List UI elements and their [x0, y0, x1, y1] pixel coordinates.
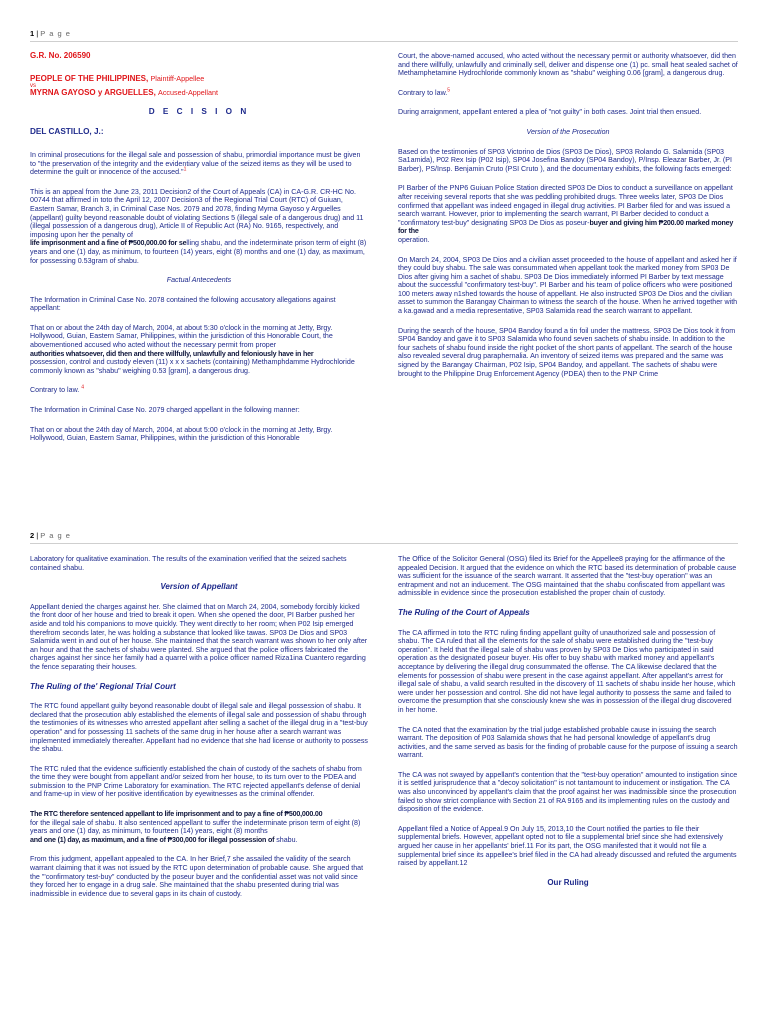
quoted-information: Court, the above-named accused, who acted without the necessary permit or authority whatsoever, did then and there willfully, unlawfully and criminally sell, deliver and dispense one (1) pc. small heat sealed sachet of Methamphetamine Hydrochloride commonly known as "shabu" weighing 0.06 [gram], a dangerous drug.: [398, 52, 738, 78]
emphasized-text: buyer and giving him ₱200.00 marked money for the: [398, 218, 734, 236]
paragraph: From this judgment, appellant appealed to the CA. In her Brief,7 she assailed the validity of the search warrant claiming that it was not issued by the RTC upon determination of probable cause. She argued that the "'confirmatory test-buy" conducted by the poseur buyer and the confidential asset was not valid since they forced her to engage in a drug sale. She maintained that the shabu presented during trial was inadmissible in evidence due to several gaps in its chain of custody.: [30, 855, 364, 898]
document-page-2: [0, 530, 768, 1024]
page-header: [30, 532, 738, 544]
section-heading: The Ruling of the' Regional Trial Court: [30, 681, 176, 691]
paragraph: [30, 151, 368, 177]
section-heading: Version of Appellant: [160, 582, 238, 592]
appellant-name: MYRNA GAYOSO y ARGUELLES,: [30, 88, 159, 98]
appellant-role: Accused-Appellant: [158, 88, 218, 98]
left-column: [30, 52, 368, 454]
paragraph-text: lling shabu, and the indeterminate prison term of eight (8) years and one (1) day, as minimum, to fourteen (14) years, eight (8) months and one (1) day, as maximum, for possessing 0.53gram of shabu.: [30, 239, 367, 265]
case-number: G.R. No. 206590: [30, 51, 91, 60]
paragraph: Appellant denied the charges against her. She claimed that on March 24, 2004, somebody forcibly kicked the front door of her house and tried to break it open. When she opened the door, PI Barber pushed her aside and told his companions to move quickly. They went directly to her room; when P02 Isip emerged therefrom seconds later, he was holding a substance that looked like tawas. SP03 De Dios and SP03 Salamida went in and out of her house. She maintained that the search warrant was shown to her only after an hour and that the sachets of shabu were planted. She argued that the police officers fabricated the charges against her since her family had a quarrel with a police officer named Riza1ina Cuantero regarding the fence separating their houses.: [30, 602, 368, 671]
right-column: [398, 52, 738, 389]
paragraph: The CA was not swayed by appellant's contention that the "test-buy operation" amounted to instigation since it is settled jurisprudence that a "decoy solicitation" is not tantamount to inducement or instigation. The CA was also unconvinced by appellant's claim that the proof against her was inadmissible since the prosecution failed to show strict compliance with Section 21 of RA 9165 and its implementing rules on the custody and disposition of the evidence.: [398, 770, 738, 814]
paragraph: The Information in Criminal Case No. 2078 contained the following accusatory allegations against appellant:: [30, 295, 336, 313]
paragraph: [30, 810, 368, 844]
footnote-ref[interactable]: 1: [183, 166, 187, 173]
page-header: [30, 30, 738, 42]
appellee-line: [30, 75, 368, 84]
page-separator: |: [34, 531, 41, 540]
paragraph: Based on the testimonies of SP03 Victorino de Dios (SP03 De Dios), SP03 Rolando G. Salamida (SP03 Sa1amida), P02 Rex Isip (P02 Isip), SP04 Josefina Bandoy (SP04 Bandoy), P/Insp. Eleazar Barber, Jr. (PI Barber), PS/Insp. Benjamin Cruto (PSI Cruto ), and the documentary exhibits, the following facts emerged:: [398, 147, 732, 173]
paragraph: [30, 188, 368, 265]
quoted-information: That on or about the 24th day of March, 2004, at about 5:00 o'clock in the morning at Jetty, Brgy. Hollywood, Guian, Eastern Samar, Philippines, within the jurisdiction of this Honorable: [30, 425, 333, 443]
paragraph-text: possession, control and custody eleven (11) x x x sachets (containing) Methamphdamme Hydrochloride commonly known as "shabu" weighing 0.53 [gram], a dangerous drug.: [30, 358, 355, 375]
emphasized-text: life imprisonment and a fine of ₱500,000.00 for se: [30, 239, 187, 248]
section-heading: The Ruling of the Court of Appeals: [398, 607, 530, 617]
paragraph-text: shabu.: [274, 835, 298, 844]
ponente: DEL CASTILLO, J.:: [30, 127, 104, 137]
appellee-name: PEOPLE OF THE PHILIPPINES,: [30, 73, 151, 83]
paragraph: The RTC ruled that the evidence sufficiently established the chain of custody of the sachets of shabu from the time they were bought from appellant and/or seized from her house, to its turn over to the PDEA and submission to the PNP Crime Laboratory for examination. The RTC rejected appellant's defense of denial and frame-up in view of her positive identification by eyewitnesses as the criminal offender.: [30, 764, 362, 799]
paragraph: [30, 386, 368, 395]
section-heading: Factual Antecedents: [166, 276, 232, 285]
paragraph-text: Contrary to law.: [398, 88, 448, 97]
page-separator: |: [34, 29, 41, 38]
paragraph: The Information in Criminal Case No. 2079 charged appellant in the following manner:: [30, 406, 300, 415]
paragraph: On March 24, 2004, SP03 De Dios and a civilian asset proceeded to the house of appellant and asked her if they could buy shabu. The sale was consummated when appellant took the marked money from SP03 De Dios after giving him a sachet of shabu. SP03 De Dios immediately informed PI Barber by text message about the successful "confirmatory test-buy". PI Barber and his team of police officers who were positioned 100 meters away n1shed towards the house of appellant. He also instructed SP03 De Dios and the civilian asset to summon the Barangay Chairman to witness the search of the house. When he arrived together with a ka.gawad and a media representative, SP03 Salamida read the search warrant to appellant.: [398, 255, 738, 316]
left-column: [30, 555, 368, 909]
emphasized-text: The RTC therefore sentenced appellant to life imprisonment and to pay a fine of ₱500,000.00: [30, 810, 323, 819]
paragraph: The Office of the Solicitor General (OSG) filed its Brief for the Appellee8 praying for the affirmance of the appealed Decision. It argued that the evidence on which the RTC based its determination of probable cause was sufficient for the issuance of the search warrant. It asserted that the "test-buy operation" was an entrapment and not an inducement. The OSG maintained that the shabu confiscated from appellant was admissible in evidence since the prosecution established the proper chain of custody.: [398, 555, 737, 598]
decision-heading: D E C I S I O N: [148, 106, 250, 116]
appellant-line: [30, 89, 368, 98]
paragraph: The CA noted that the examination by the trial judge established probable cause in issuing the search warrant. The deposition of P03 Salamida shows that he had personal knowledge of appellant's drug activities, and the same served as basis for the finding of probable cause for the purpose of issuing a search warrant.: [398, 725, 738, 760]
right-column: [398, 555, 738, 895]
paragraph: Laboratory for qualitative examination. The results of the examination verified that the seized sachets contained shabu.: [30, 555, 347, 572]
footnote-ref[interactable]: 4: [81, 385, 85, 392]
paragraph: The RTC found appellant guilty beyond reasonable doubt of illegal sale and illegal possession of shabu. It declared that the prosecution ably established the elements of illegal sale and possession of shabu through the testimonies of its witnesses who arrested appellant after selling a sachet of the illegal drug in a "test-buy operation" and for possessing 11 sachets of the same drug in her house after a search warrant was implemented immediately thereafter. Appellant had no evidence that she had license or authority to possess the shabu.: [30, 702, 368, 754]
paragraph: During the search of the house, SP04 Bandoy found a tin foil under the mattress. SP03 De Dios took it from SP04 Bandoy and gave it to SP03 Salamida who found seven sachets of shabu inside. In addition to the four sachets of shabu found inside the right pocket of the short pants of appellant. The search of the house also revealed several drug paraphernalia. An inventory of seized items was prepared and the same was signed by the Barangay Chairman, P02 Isip, SP04 Bandoy, and appellant. The sachets of shabu were brought to the Philippine Drug Enforcement Agency (PDEA) then to the PNP Crime: [398, 326, 736, 378]
paragraph-text: That on or about the 24th day of March, 2004, at about 5:30 o'clock in the morning at Jetty, Brgy. Hollywood, Guian, Eastern Samar, Philippines, within the jurisdiction of this Honorable Court, the abovementioned accused who acted without the necessary permit from proper: [30, 323, 333, 350]
quoted-information: [30, 324, 368, 376]
paragraph-text: PI Barber of the PNP6 Guiuan Police Station directed SP03 De Dios to conduct a surveillance on appellant after receiving several reports that she was peddling prohibited drugs. Three weeks later, SP03 De Dios confirmed that appellant was indeed engaged in illegal drug activities. PI Barber filed for and was issued a search warrant. However, prior to implementing the search warrant, PI Barber decided to conduct a "confirmatory test-buy" designating SP03 De Dios as poseur-: [398, 184, 733, 227]
paragraph: [398, 184, 738, 244]
page-label: P a g e: [40, 29, 71, 38]
paragraph-text: operation.: [398, 235, 430, 244]
paragraph-text: In criminal prosecutions for the illegal sale and possession of shabu, primordial importance must be given to "the preservation of the integrity and the evidentiary value of the seized items as they will be used to determine the guilt or innocence of the accused.": [30, 150, 361, 177]
page-label: P a g e: [40, 531, 71, 540]
section-heading: Version of the Prosecution: [526, 127, 610, 136]
appellee-role: Plaintiff-Appellee: [150, 73, 205, 83]
paragraph: [398, 89, 738, 98]
paragraph: The CA affirmed in toto the RTC ruling finding appellant guilty of unauthorized sale and possession of shabu. The CA ruled that all the elements for the sale of shabu were established during the "test-buy operation". It held that the illegal sale of shabu was proven by SP03 De Dios who participated in said operation as the designated poseur buyer. His offer to buy shabu with marked money and appellant's acceptance by delivering the illegal drug consummated the offense. The CA likewise declared that the elements for possession of shabu were present in the case against appellant. After appellant's arrest for illegal sale of shabu, a valid search resulted in the discovery of 11 sachets of shabu inside her house, which were under her possession and control. She did not have legal authority to possess the same and failed to overcome the presumption that she consciously knew she was in possession of the illegal drug discovered in her home.: [398, 628, 736, 714]
emphasized-text: authorities whatsoever, did then and there willfully, unlawfully and feloniously have in her: [30, 349, 314, 358]
paragraph: During arraignment, appellant entered a plea of "not guilty" in both cases. Joint trial then ensued.: [398, 108, 702, 117]
section-heading: Our Ruling: [547, 877, 589, 887]
page-number: 1: [30, 29, 35, 38]
footnote-ref[interactable]: 5: [447, 87, 451, 94]
paragraph-text: Contrary to law.: [30, 386, 80, 395]
paragraph: Appellant filed a Notice of Appeal.9 On July 15, 2013,10 the Court notified the parties to file their supplemental briefs. However, appellant opted not to file a supplemental brief since she had extensively argued her cause in her appellants' brief.11 For its part, the OSG manifested that it would not file a supplemental brief since its appellee's brief filed in the CA had already discussed and refuted the arguments raised by appellant.12: [398, 824, 737, 868]
page-number: 2: [30, 531, 35, 540]
paragraph-text: for the illegal sale of shabu. It also sentenced appellant to suffer the indeterminate prison term of eight (8) years and one (1) day, as minimum, to fourteen (14) years, eight (8) months: [30, 818, 361, 836]
paragraph-text: This is an appeal from the June 23, 2011 Decision2 of the Court of Appeals (CA) in CA-G.R. CR-HC No. 00744 that affirmed in toto the April 12, 2007 Decision3 of the Regional Trial Court (RTC) of Guiuan, Eastern Samar, Branch 3, in Criminal Case Nos. 2079 and 2078, finding Myrna Gayoso y Arguelles (appellant) guilty beyond reasonable doubt of violating Sections 5 (illegal sale of a dangerous drug) and 11 (illegal possession of a dangerous drug), Article II of Republic Act (RA) No. 9165, respectively, and imposing upon her the penalty of: [30, 187, 364, 239]
emphasized-text: and one (1) day, as maximum, and a fine of ₱300,000 for illegal possession of: [30, 835, 275, 844]
versus-label: vs: [30, 83, 36, 90]
